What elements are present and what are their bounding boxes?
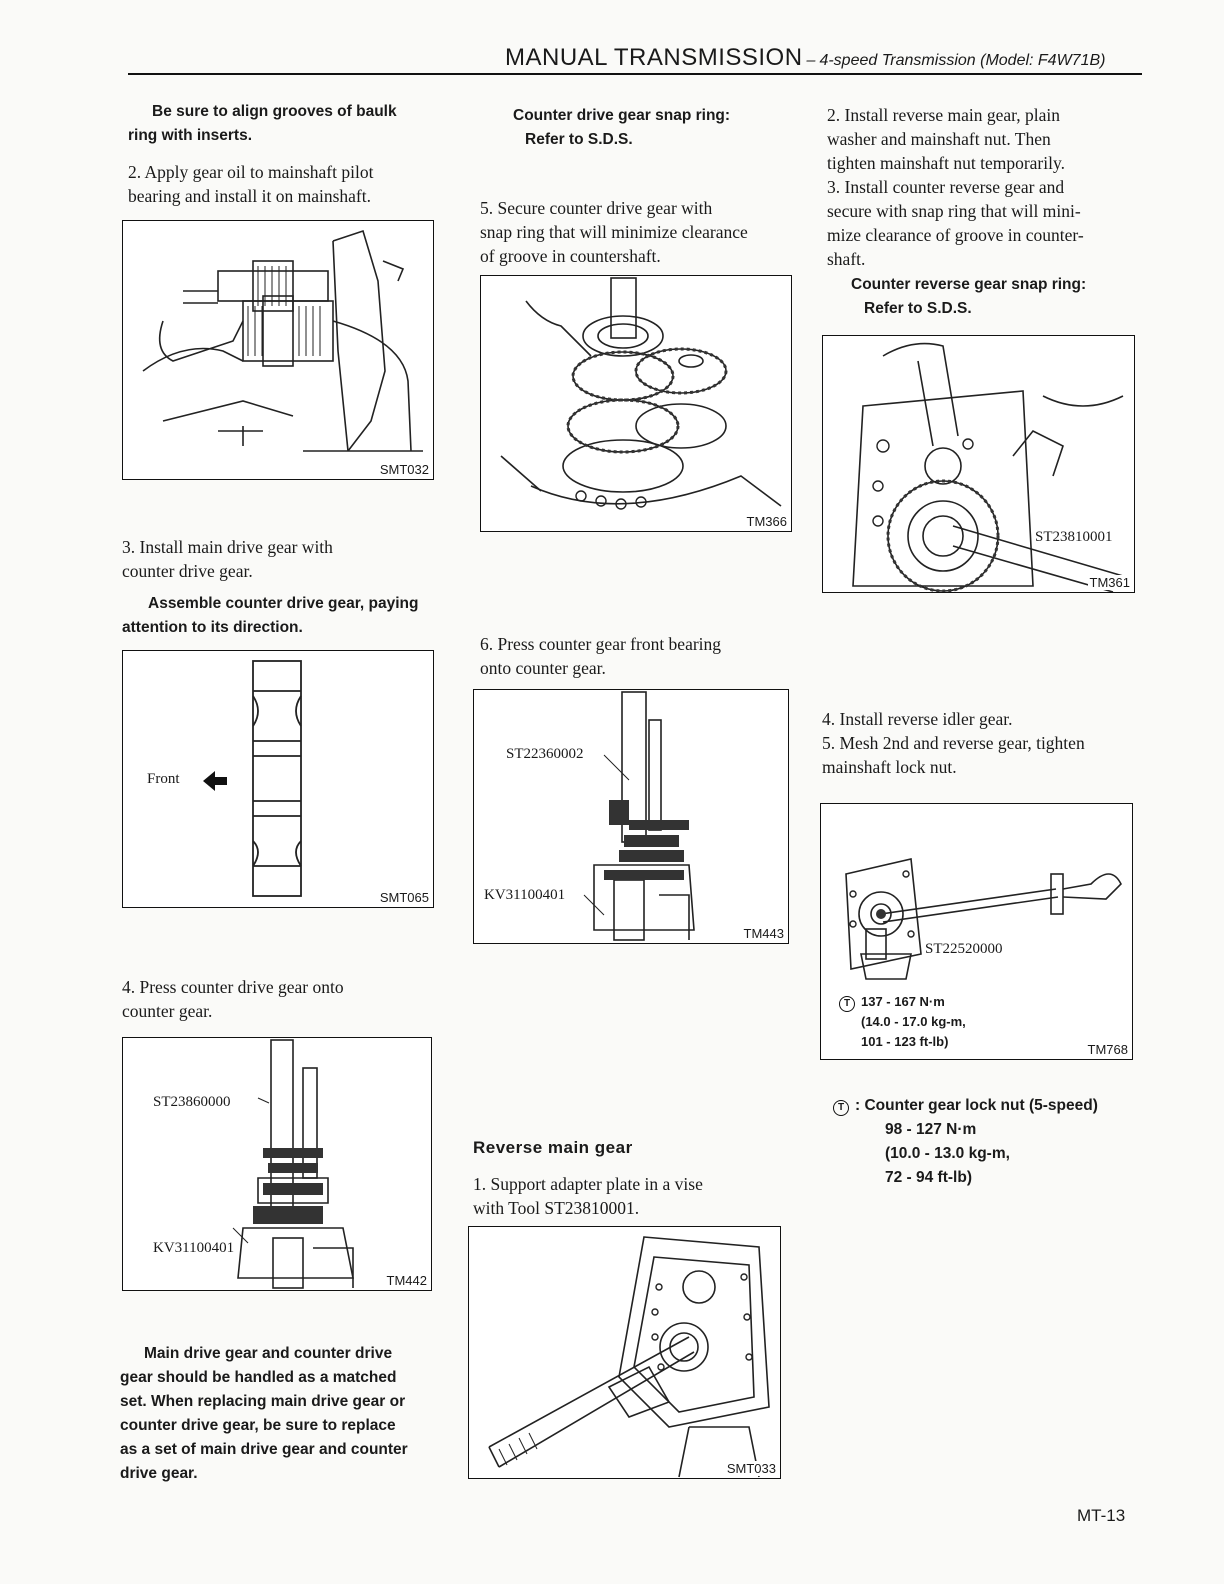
section-heading-reverse-main-gear: Reverse main gear — [473, 1138, 633, 1157]
step-line: 2. Apply gear oil to mainshaft pilot — [128, 162, 374, 182]
step-6-front-bearing — [480, 632, 787, 680]
snap-ring-spec — [480, 104, 790, 152]
note-line: gear should be handled as a matched — [120, 1369, 397, 1386]
torque-value: 137 - 167 N·m — [861, 994, 945, 1009]
note-line: attention to its direction. — [122, 619, 303, 636]
figure-code: TM443 — [743, 926, 784, 941]
note-matched-set — [120, 1342, 430, 1486]
step-2-pilot-bearing — [128, 160, 435, 208]
tool-label: KV31100401 — [484, 887, 566, 903]
step-line: 4. Press counter drive gear onto — [122, 977, 344, 997]
step-line: bearing and install it on mainshaft. — [128, 186, 372, 206]
page-number: MT-13 — [1077, 1506, 1126, 1525]
step-line: washer and mainshaft nut. Then — [827, 129, 1051, 149]
adapter-plate-vise-illustration — [469, 1227, 780, 1478]
tool-label: ST23860000 — [153, 1094, 231, 1110]
torque-value: 98 - 127 N·m — [885, 1121, 977, 1138]
spec-title: Counter drive gear snap ring: — [513, 107, 731, 124]
note-line: counter drive gear, be sure to replace — [120, 1417, 396, 1434]
figure-code: TM768 — [1087, 1042, 1128, 1057]
spec-title: : Counter gear lock nut (5-speed) — [855, 1097, 1098, 1114]
header-dash: – — [806, 52, 816, 69]
page-header — [505, 44, 1105, 72]
step-line: 3. Install counter reverse gear and — [827, 177, 1065, 197]
step-4-press-counter-drive — [122, 975, 429, 1023]
header-rule — [128, 73, 1142, 75]
tool-label: ST23810001 — [1035, 529, 1113, 545]
note-line: Be sure to align grooves of baulk — [152, 103, 397, 120]
header-title: MANUAL TRANSMISSION — [505, 44, 803, 71]
torque-value: 72 - 94 ft-lb) — [885, 1169, 972, 1186]
step-line: 1. Support adapter plate in a vise — [473, 1174, 703, 1194]
step-line: secure with snap ring that will mini- — [827, 201, 1081, 221]
figure-smt065 — [122, 650, 434, 908]
step-line: 5. Mesh 2nd and reverse gear, tighten — [822, 733, 1085, 753]
torque-icon: T — [833, 1100, 849, 1116]
step-line: with Tool ST23810001. — [473, 1198, 640, 1218]
note-line: ring with inserts. — [128, 127, 253, 144]
front-arrow-icon — [203, 771, 227, 791]
counter-reverse-snap-spec — [827, 273, 1134, 321]
torque-value: (10.0 - 13.0 kg-m, — [885, 1145, 1010, 1162]
figure-code: SMT065 — [379, 890, 429, 905]
figure-code: SMT032 — [379, 462, 429, 477]
step-line: mainshaft lock nut. — [822, 757, 957, 777]
step-line: mize clearance of groove in counter- — [827, 225, 1084, 245]
step-line: shaft. — [827, 249, 866, 269]
figure-code: TM366 — [746, 514, 787, 529]
front-label: Front — [147, 771, 180, 787]
note-line: Main drive gear and counter drive — [144, 1345, 393, 1362]
step-2-reverse-main-gear — [827, 103, 1134, 175]
figure-tm442 — [122, 1037, 432, 1291]
step-3-counter-reverse — [827, 175, 1134, 271]
note-line: drive gear. — [120, 1465, 198, 1482]
snap-ring-pliers-illustration — [823, 336, 1134, 592]
figure-code: TM361 — [1089, 575, 1130, 590]
step-5-snap-ring — [480, 196, 791, 268]
step-line: counter drive gear. — [122, 561, 253, 581]
header-subtitle: 4-speed Transmission (Model: F4W71B) — [819, 52, 1106, 69]
bearing-press-illustration — [474, 690, 788, 943]
figure-tm366 — [480, 275, 792, 532]
note-assemble-direction — [122, 592, 432, 640]
figure-code: TM442 — [386, 1273, 427, 1288]
spec-ref: Refer to S.D.S. — [864, 300, 972, 317]
figure-smt032 — [122, 220, 434, 480]
step-line: onto counter gear. — [480, 658, 606, 678]
tool-label: ST22360002 — [506, 746, 584, 762]
tool-label: KV31100401 — [153, 1240, 235, 1256]
note-line: Assemble counter drive gear, paying — [148, 595, 419, 612]
countershaft-gears-illustration — [481, 276, 791, 531]
reverse-step-1-support — [473, 1172, 780, 1220]
step-line: counter gear. — [122, 1001, 213, 1021]
spec-ref: Refer to S.D.S. — [525, 131, 633, 148]
step-line: 5. Secure counter drive gear with — [480, 198, 713, 218]
step-3-install-main-drive — [122, 535, 429, 583]
figure-code: SMT033 — [726, 1461, 776, 1476]
step-line: 3. Install main drive gear with — [122, 537, 333, 557]
tool-label: ST22520000 — [925, 941, 1003, 957]
note-align-baulk — [128, 100, 433, 148]
figure-tm768 — [820, 803, 1133, 1060]
figure-tm443 — [473, 689, 789, 944]
step-line: 6. Press counter gear front bearing — [480, 634, 722, 654]
torque-spec — [839, 992, 966, 1052]
step-line: 2. Install reverse main gear, plain — [827, 105, 1061, 125]
torque-value: (14.0 - 17.0 kg-m, — [861, 1014, 966, 1029]
step-line: tighten mainshaft nut temporarily. — [827, 153, 1065, 173]
spec-title: Counter reverse gear snap ring: — [851, 276, 1087, 293]
torque-icon: T — [839, 996, 855, 1012]
counter-gear-lock-nut-spec — [833, 1094, 1133, 1190]
step-line: of groove in countershaft. — [480, 246, 661, 266]
torque-value: 101 - 123 ft-lb) — [861, 1034, 949, 1049]
mainshaft-assembly-illustration — [123, 221, 433, 479]
step-5-mesh-gears — [822, 731, 1132, 779]
note-line: as a set of main drive gear and counter — [120, 1441, 408, 1458]
step-line: snap ring that will minimize clearance — [480, 222, 748, 242]
step-4-reverse-idler: 4. Install reverse idler gear. — [822, 709, 1013, 729]
figure-smt033 — [468, 1226, 781, 1479]
note-line: set. When replacing main drive gear or — [120, 1393, 406, 1410]
figure-tm361 — [822, 335, 1135, 593]
